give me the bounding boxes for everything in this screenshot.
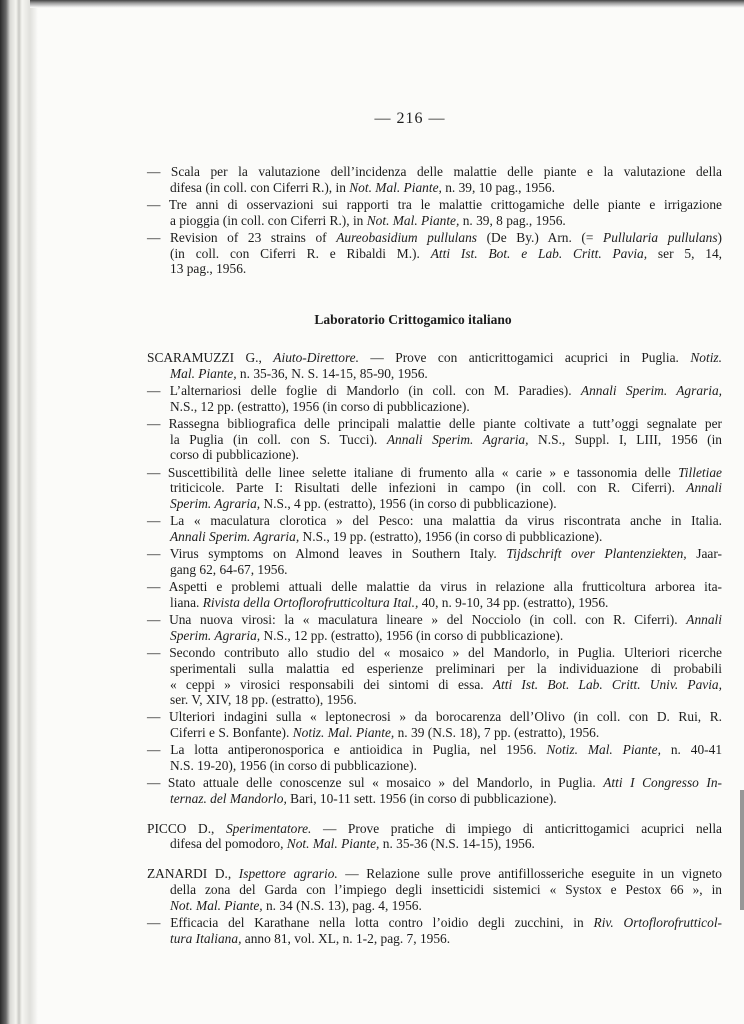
text: N.S., 4 pp. (estratto), 1956 (in corso di pubblicazione). <box>260 495 557 511</box>
text: ZANARDI D., <box>147 866 239 882</box>
text: — Una nuova virosi: la « maculatura lineare » del Nocciolo (in coll. con R. Ciferri). <box>147 612 687 628</box>
text: — Prove pratiche di impiego di anticrittogamici acuprici nella <box>311 820 722 836</box>
entry-line <box>147 645 722 661</box>
text: n. 40-41 <box>660 742 723 758</box>
italic-text: Annali Sperim. Agraria, <box>580 382 722 398</box>
text: N.S., 12 pp. (estratto), 1956 (in corso di pubblicazione). <box>260 627 564 643</box>
entry-line <box>147 496 722 512</box>
text: corso di pubblicazione). <box>170 447 300 463</box>
entry-line <box>147 677 722 693</box>
text: gang 62, 64-67, 1956. <box>170 561 288 577</box>
text: a pioggia (in coll. con Ciferri R.), in <box>170 212 367 228</box>
text: (De By.) Arn. (= <box>477 229 604 245</box>
entry-line <box>147 821 722 837</box>
text: (in coll. con Ciferri R. e Ribaldi M.). <box>170 245 431 261</box>
entry-line <box>147 709 722 725</box>
author-group <box>147 821 722 852</box>
text: Ciferri e S. Bonfante). <box>170 725 293 741</box>
entry-line <box>147 416 722 432</box>
bibliography-entry <box>147 350 722 381</box>
entry-line <box>147 791 722 807</box>
italic-text: Not. Mal. Piante, <box>366 212 460 228</box>
italic-text: Annali <box>686 612 722 628</box>
entry-line <box>147 775 722 791</box>
entry-line <box>147 692 722 708</box>
scan-right-mark <box>740 790 744 910</box>
italic-text: Tijdschrift over Plantenziekten, <box>506 546 687 562</box>
text: — La lotta antiperonosporica e antioidica in Puglia, nel 1956. <box>147 742 547 758</box>
bibliography-entry <box>147 513 722 544</box>
text: N.S., Suppl. I, LIII, 1956 (in <box>528 431 722 447</box>
entry-line <box>147 882 722 898</box>
text: — Revision of 23 strains of <box>147 229 337 245</box>
italic-text: Sperim. Agraria, <box>170 495 261 511</box>
italic-text: Annali <box>686 480 722 496</box>
scan-top-edge <box>30 0 744 8</box>
text: N.S., 12 pp. (estratto), 1956 (in corso di pubblicazione). <box>170 398 470 414</box>
entry-line <box>147 725 722 741</box>
entry-line <box>147 350 722 366</box>
text: liana. <box>170 594 203 610</box>
entry-line <box>147 230 722 246</box>
italic-text: Notiz. <box>690 350 722 365</box>
bibliography-entry <box>147 866 722 913</box>
entry-line <box>147 595 722 611</box>
entry-line <box>147 465 722 481</box>
text: — La « maculatura clorotica » del Pesco: una malattia da virus riscontrata anche in Italia. <box>147 513 722 529</box>
author-group <box>147 866 722 946</box>
italic-text: Not. Mal. Piante, <box>286 836 380 852</box>
italic-text: Atti Ist. Bot. Lab. Critt. Univ. Pavia, <box>492 676 722 692</box>
text: — L’alternariosi delle foglie di Mandorlo (in coll. con M. Paradies). <box>147 382 581 398</box>
bibliography-entry <box>147 821 722 852</box>
italic-text: Sperimentatore. <box>225 820 312 836</box>
entry-line <box>147 931 722 947</box>
italic-text: Sperim. Agraria, <box>170 627 261 643</box>
italic-text: tura Italiana, <box>170 930 242 946</box>
text: n. 34 (N.S. 13), pag. 4, 1956. <box>262 897 422 913</box>
italic-text: Atti Ist. Bot. e Lab. Critt. Pavia, <box>430 245 648 261</box>
text: della zona del Garda con l’impiego degli insetticidi sistemici « Systox e Pestox 66 », in <box>170 881 722 897</box>
italic-text: Not. Mal. Piante, <box>170 897 263 913</box>
text: 40, n. 9-10, 34 pp. (estratto), 1956. <box>418 594 609 610</box>
text: triticicole. Parte I: Risultati delle infezioni in campo (in coll. con R. Ciferri). <box>170 480 687 496</box>
entry-line <box>147 432 722 448</box>
italic-text: Tilletiae <box>678 464 722 480</box>
entry-line <box>147 480 722 496</box>
entry-line <box>147 529 722 545</box>
section-heading: Laboratorio Crittogamico italiano <box>314 312 512 327</box>
italic-text: Annali Sperim. Agraria, <box>170 528 300 544</box>
text: difesa del pomodoro, <box>170 836 287 852</box>
text: — Secondo contributo allo studio del « mosaico » del Mandorlo, in Puglia. Ulteriori ricerche <box>147 645 722 661</box>
text: 13 pag., 1956. <box>170 261 247 277</box>
entry-line <box>147 180 722 196</box>
text: SCARAMUZZI G., <box>147 350 274 365</box>
entry-line <box>147 164 722 180</box>
text: n. 39 (N.S. 18), 7 pp. (estratto), 1956. <box>394 725 600 741</box>
author-group <box>147 350 722 807</box>
entry-line <box>147 612 722 628</box>
entry-line <box>147 383 722 399</box>
text: — Suscettibilità delle linee selette italiane di frumento alla « carie » e tassonomia delle <box>147 464 679 480</box>
bibliography-entry <box>147 775 722 806</box>
text: PICCO D., <box>147 820 226 836</box>
italic-text: ternaz. del Mandorlo, <box>170 791 287 807</box>
text: Bari, 10-11 sett. 1956 (in corso di pubblicazione). <box>286 791 557 807</box>
text: ser 5, 14, <box>647 245 722 261</box>
entry-line <box>147 562 722 578</box>
text: — Ulteriori indagini sulla « leptonecrosi » da borocarenza dell’Olivo (in coll. con D. Rui, R. <box>147 709 722 725</box>
text: — Virus symptoms on Almond leaves in Southern Italy. <box>147 546 507 562</box>
bibliography-entry <box>147 579 722 610</box>
text: ) <box>717 229 723 245</box>
bibliography-entry <box>147 546 722 577</box>
text: — Prove con anticrittogamici acuprici in Puglia. <box>358 350 691 365</box>
scan-left-edge <box>0 0 38 1024</box>
text: sperimentali sulla malattia ed esperienze preliminari per la individuazione di probabili <box>170 660 722 676</box>
bibliography-section <box>147 350 722 960</box>
text: N.S. 19-20), 1956 (in corso di pubblicazione). <box>170 758 417 774</box>
text: — Rassegna bibliografica delle principali malattie delle piante coltivate a tutt’oggi segnalate per <box>147 415 722 431</box>
bibliography-continued <box>147 164 722 279</box>
italic-text: Aiuto-Direttore. <box>273 350 359 365</box>
entry-line <box>147 742 722 758</box>
bibliography-entry <box>147 742 722 773</box>
italic-text: Rivista della Ortoflorofrutticoltura Ital., <box>202 594 419 610</box>
bibliography-entry <box>147 416 722 463</box>
italic-text: Ispettore agrario. <box>238 866 338 882</box>
entry-line <box>147 447 722 463</box>
entry-line <box>147 579 722 595</box>
bibliography-entry <box>147 197 722 228</box>
bibliography-entry <box>147 164 722 195</box>
text: Jaar- <box>686 546 722 562</box>
italic-text: Pullularia pullulans <box>603 229 718 245</box>
text: — Tre anni di osservazioni sui rapporti tra le malattie crittogamiche delle piante e irrigazione <box>147 196 722 212</box>
entry-line <box>147 758 722 774</box>
bibliography-entry <box>147 709 722 740</box>
text: anno 81, vol. XL, n. 1-2, pag. 7, 1956. <box>241 930 451 946</box>
entry-line <box>147 628 722 644</box>
text: « ceppi » virosici responsabili dei sintomi di essa. <box>170 676 493 692</box>
bibliography-entry <box>147 612 722 643</box>
text: N.S., 19 pp. (estratto), 1956 (in corso di pubblicazione). <box>299 528 603 544</box>
bibliography-entry <box>147 465 722 512</box>
text: n. 39, 8 pag., 1956. <box>459 212 566 228</box>
text: — Relazione sulle prove antifillosseriche eseguite in un vigneto <box>337 866 722 882</box>
entry-line <box>147 661 722 677</box>
entry-line <box>147 513 722 529</box>
italic-text: Atti I Congresso In- <box>603 775 722 791</box>
entry-line <box>147 546 722 562</box>
text: — Efficacia del Karathane nella lotta contro l’oidio degli zucchini, in <box>147 914 594 930</box>
italic-text: Annali Sperim. Agraria, <box>386 431 529 447</box>
italic-text: Aureobasidium pullulans <box>336 229 477 245</box>
entry-line <box>147 246 722 262</box>
italic-text: Notiz. Mal. Piante, <box>292 725 395 741</box>
entry-line <box>147 836 722 852</box>
bibliography-entry <box>147 383 722 414</box>
italic-text: Mal. Piante, <box>170 365 237 381</box>
text: — Stato attuale delle conoscenze sul « mosaico » del Mandorlo, in Puglia. <box>147 775 604 791</box>
text: n. 35-36, N. S. 14-15, 85-90, 1956. <box>236 365 428 381</box>
bibliography-entry <box>147 645 722 708</box>
italic-text: Riv. Ortoflorofrutticol- <box>593 914 722 930</box>
bibliography-entry <box>147 230 722 277</box>
text: n. 39, 10 pag., 1956. <box>441 179 555 195</box>
italic-text: Not. Mal. Piante, <box>349 179 442 195</box>
entry-line <box>147 261 722 277</box>
bibliography-entry <box>147 915 722 946</box>
entry-line <box>147 197 722 213</box>
page-number: — 216 — <box>374 110 446 127</box>
text: difesa (in coll. con Ciferri R.), in <box>170 179 350 195</box>
italic-text: Notiz. Mal. Piante, <box>546 742 661 758</box>
entry-line <box>147 399 722 415</box>
entry-line <box>147 898 722 914</box>
entry-line <box>147 366 722 382</box>
text: n. 35-36 (N.S. 14-15), 1956. <box>379 836 535 852</box>
text: ser. V, XIV, 18 pp. (estratto), 1956. <box>170 692 357 708</box>
text: la Puglia (in coll. con S. Tucci). <box>170 431 387 447</box>
text: — Scala per la valutazione dell’incidenza delle malattie delle piante e la valutazione della <box>147 164 722 179</box>
text: — Aspetti e problemi attuali delle malattie da virus in relazione alla frutticoltura arborea ita- <box>147 579 722 595</box>
entry-line <box>147 866 722 882</box>
entry-line <box>147 213 722 229</box>
entry-line <box>147 915 722 931</box>
